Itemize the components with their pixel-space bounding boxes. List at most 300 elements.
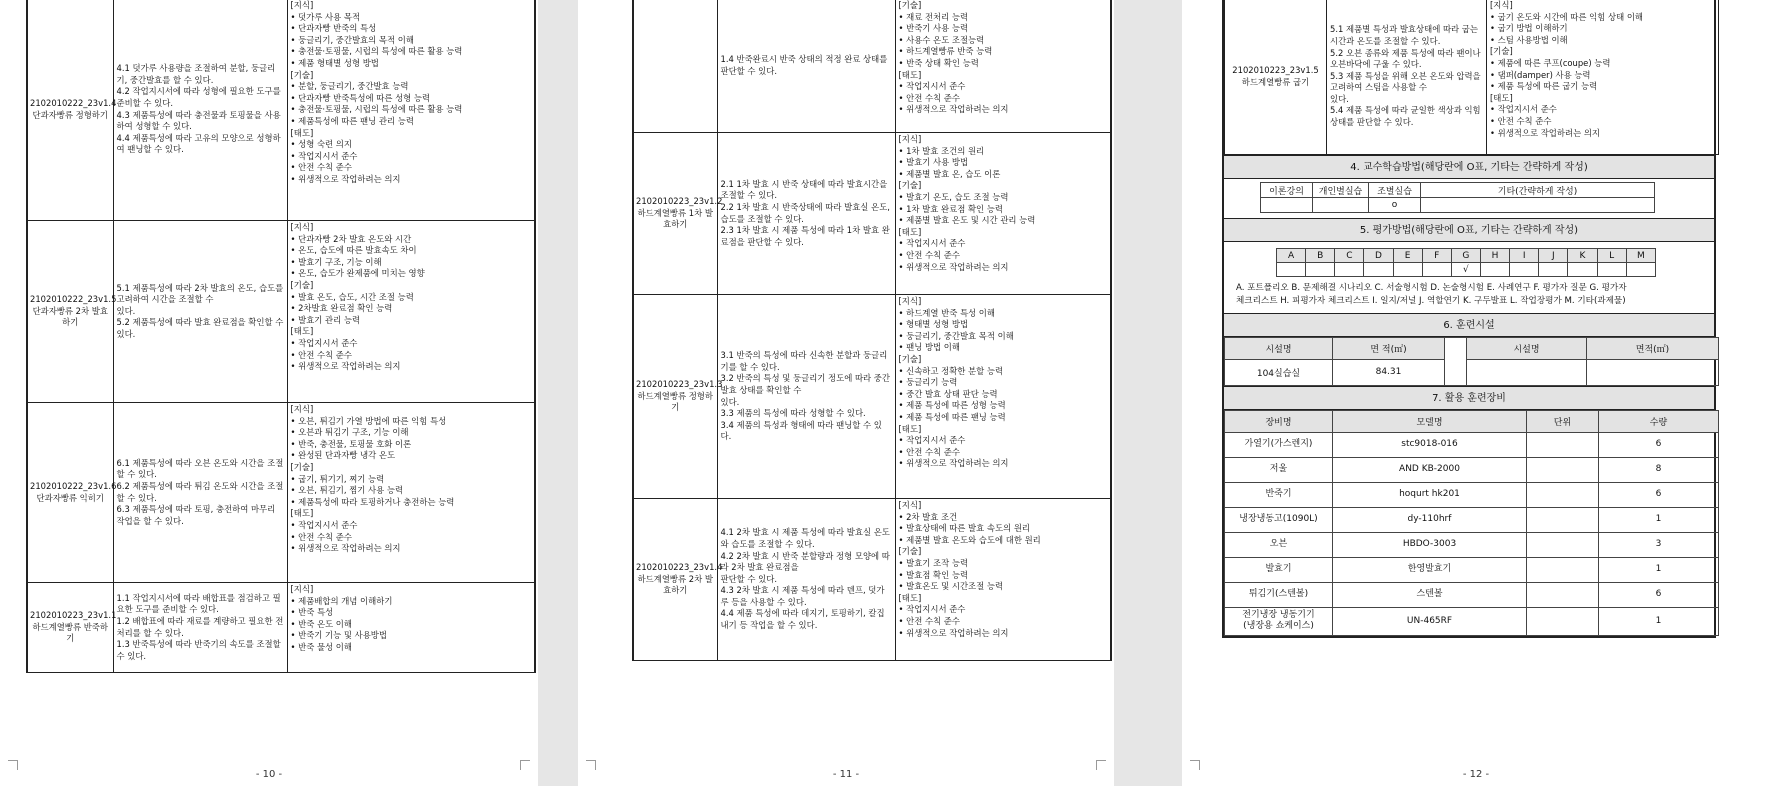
ksa-line: • 제품배합의 개념 이해하기 xyxy=(290,595,393,606)
unit-code: 2102010223_23v1.3 xyxy=(636,379,723,390)
document-body-p12 xyxy=(1222,0,1716,638)
ksa-line: • 작업지시서 준수 xyxy=(898,435,966,446)
eval-mark xyxy=(1480,263,1509,277)
criteria-line: 3.1 반죽의 특성에 따라 신속한 분할과 둥글리기를 할 수 있다. xyxy=(720,350,888,372)
ksa-line: • 댐퍼(damper) 사용 능력 xyxy=(1490,69,1591,80)
ksa-line: • 반죽 온도 이해 xyxy=(290,618,352,629)
equipment-cell xyxy=(1527,607,1599,635)
criteria-line: 5.1 제품별 특성과 발효상태에 따라 굽는 시간과 온도를 조절할 수 있다. xyxy=(1330,24,1478,46)
ksa-line: [기술] xyxy=(898,0,922,10)
performance-criteria xyxy=(113,0,287,221)
competency-row xyxy=(633,295,1111,499)
ksa-line: • 발효기 관리 능력 xyxy=(290,314,361,325)
ksa-line: • 작업지시서 준수 xyxy=(290,519,358,530)
equipment-cell xyxy=(1527,532,1599,557)
knowledge-skill-attitude xyxy=(287,403,535,583)
ksa-line: • 발효기 조작 능력 xyxy=(898,557,969,568)
ksa-line: • 제품 특성에 따른 성형 능력 xyxy=(898,400,1006,411)
ksa-line: [기술] xyxy=(290,461,314,472)
ksa-line: • 제품특성에 따른 팬닝 관리 능력 xyxy=(290,115,414,126)
unit-name: 하드계열빵류 굽기 xyxy=(1241,76,1310,87)
eval-mark xyxy=(1568,263,1597,277)
equipment-table xyxy=(1224,410,1719,636)
equipment-cell: AND KB-2000 xyxy=(1333,457,1527,482)
ksa-line: • 중간 발효 상태 판단 능력 xyxy=(898,388,998,399)
ksa-line: • 제품별 발효 온도 및 시간 관리 능력 xyxy=(898,215,1036,226)
ksa-line: • 작업지시서 준수 xyxy=(290,337,358,348)
performance-criteria xyxy=(717,295,895,499)
page-number: - 10 - xyxy=(255,769,283,780)
ksa-line: • 둥글리기, 중간발효의 목적 이해 xyxy=(290,34,414,45)
unit-cell xyxy=(27,403,117,583)
ksa-line: • 안전 수칙 준수 xyxy=(290,349,352,360)
ksa-line: [태도] xyxy=(1490,92,1513,103)
criteria-line: 1.4 반죽완료시 반죽 상태의 적정 완료 상태를 판단할 수 있다. xyxy=(720,53,888,76)
ksa-line: • 온도, 습도가 완제품에 미치는 영향 xyxy=(290,268,425,279)
equipment-header: 장비명 xyxy=(1225,410,1333,432)
performance-criteria xyxy=(717,499,895,661)
criteria-line: 4.2 2차 발효 시 반죽 분할량과 정형 모양에 따라 2차 발효 완료점을 xyxy=(720,550,890,573)
section-6-title: 6. 훈련시설 xyxy=(1224,313,1714,337)
ksa-line: • 제품 형태별 성형 방법 xyxy=(290,57,379,68)
criteria-line: 3.4 제품의 특성과 형태에 따라 팬닝할 수 있다. xyxy=(720,419,882,442)
competency-row xyxy=(1225,0,1719,155)
criteria-line: 6.3 제품특성에 따라 토핑, 충전하여 마무리 작업을 할 수 있다. xyxy=(116,504,276,526)
ksa-line: • 작업지시서 준수 xyxy=(898,604,966,615)
ksa-line: • 단과자빵 2차 발효 온도와 시간 xyxy=(290,233,412,244)
performance-criteria xyxy=(113,403,287,583)
ksa-line: • 발효 온도, 습도, 시간 조절 능력 xyxy=(290,291,414,302)
equipment-cell: 반죽기 xyxy=(1225,482,1333,507)
criteria-line: 6.2 제품특성에 따라 튀김 온도와 시간을 조절할 수 있다. xyxy=(116,480,284,503)
knowledge-skill-attitude xyxy=(1487,0,1719,155)
page-12 xyxy=(1182,0,1770,786)
criteria-line: 4.2 작업지시서에 따라 성형에 필요한 도구를 준비할 수 있다. xyxy=(116,86,281,108)
eval-mark xyxy=(1306,263,1335,277)
eval-mark xyxy=(1277,263,1306,277)
knowledge-skill-attitude xyxy=(895,0,1111,133)
ksa-line: • 굽기 온도와 시간에 따른 익힘 상태 이해 xyxy=(1490,11,1644,22)
competency-row xyxy=(633,499,1111,661)
equipment-cell: 저울 xyxy=(1225,457,1333,482)
eval-letter: J xyxy=(1539,249,1568,263)
eval-letter: M xyxy=(1626,249,1655,263)
eval-letter: D xyxy=(1364,249,1393,263)
equipment-row xyxy=(1225,532,1719,557)
evaluation-legend xyxy=(1224,280,1714,313)
ksa-line: [기술] xyxy=(898,546,922,557)
teaching-header: 개인별실습 xyxy=(1313,183,1369,198)
equipment-cell: 오븐 xyxy=(1225,532,1333,557)
eval-mark xyxy=(1539,263,1568,277)
facility-header: 면 적(㎡) xyxy=(1333,337,1445,359)
unit-code: 2102010222_23v1.6 xyxy=(30,480,117,491)
equipment-cell: 3 xyxy=(1599,532,1719,557)
equipment-cell xyxy=(1527,582,1599,607)
unit-name: 하드계열빵류 2차 발효하기 xyxy=(637,573,713,596)
equipment-cell: 6 xyxy=(1599,582,1719,607)
ksa-line: • 반죽, 충전물, 토핑물 호화 이론 xyxy=(290,438,412,449)
unit-cell xyxy=(1225,0,1327,155)
competency-row xyxy=(27,0,535,221)
ksa-line: • 위생적으로 작업하려는 의지 xyxy=(290,173,401,184)
ksa-line: • 위생적으로 작업하려는 의지 xyxy=(898,261,1009,272)
criteria-line: 4.4 제품 특성에 따라 데지기, 토핑하기, 칼집내기 등 작업을 할 수 있다. xyxy=(720,608,885,631)
criteria-line: 3.3 제품의 특성에 따라 성형할 수 있다. xyxy=(720,408,866,419)
ksa-line: • 오븐, 튀김기, 찜기 사용 능력 xyxy=(290,485,404,496)
criteria-line: 5.1 제품특성에 따라 2차 발효의 온도, 습도를 고려하여 시간을 조절할 수 xyxy=(116,282,284,305)
facility-name: 104실습실 xyxy=(1225,359,1333,385)
ksa-line: • 제품별 발효 온, 습도 이론 xyxy=(898,168,1001,179)
equipment-cell: 1 xyxy=(1599,607,1719,635)
ksa-line: • 온도, 습도에 따른 발효속도 차이 xyxy=(290,245,417,256)
performance-criteria xyxy=(113,221,287,403)
unit-code: 2102010223_23v1.2 xyxy=(636,196,723,207)
equipment-row xyxy=(1225,432,1719,457)
performance-criteria xyxy=(1327,0,1487,155)
criteria-line: 있다. xyxy=(116,305,136,316)
competency-row xyxy=(633,0,1111,133)
unit-code: 2102010223_23v1.5 xyxy=(1232,64,1319,75)
eval-mark xyxy=(1626,263,1655,277)
unit-code: 2102010223_23v1.4 xyxy=(636,562,723,573)
ksa-line: [기술] xyxy=(898,180,922,191)
ksa-line: • 안전 수칙 준수 xyxy=(898,615,960,626)
knowledge-skill-attitude xyxy=(895,295,1111,499)
equipment-cell: hoqurt hk201 xyxy=(1333,482,1527,507)
eval-mark xyxy=(1393,263,1422,277)
ksa-line: • 위생적으로 작업하려는 의지 xyxy=(290,543,401,554)
ksa-line: • 안전 수칙 준수 xyxy=(290,162,352,173)
criteria-line: 3.2 반죽의 특성 및 둥글리기 정도에 따라 중간발효 상태를 확인할 수 xyxy=(720,373,890,395)
ksa-line: • 안전 수칙 준수 xyxy=(290,531,352,542)
facility-spacer xyxy=(1445,337,1467,385)
ksa-line: • 위생적으로 작업하려는 의지 xyxy=(1490,127,1601,138)
ksa-line: • 제품 특성에 따른 굽기 능력 xyxy=(1490,81,1598,92)
ksa-line: • 둥글리기 능력 xyxy=(898,377,958,388)
knowledge-skill-attitude xyxy=(895,133,1111,295)
ksa-line: • 반죽 특성 xyxy=(290,607,334,618)
eval-mark: √ xyxy=(1451,263,1480,277)
ksa-line: [지식] xyxy=(290,584,314,594)
knowledge-skill-attitude xyxy=(287,583,535,673)
teaching-value xyxy=(1421,198,1655,213)
ksa-line: • 오븐과 튀김기 구조, 기능 이해 xyxy=(290,427,409,438)
criteria-line: 2.2 1차 발효 시 반죽상태에 따라 발효실 온도, 습도를 조절할 수 있다. xyxy=(720,201,890,224)
ksa-line: • 충전물·토핑물, 시럽의 특성에 따른 활용 능력 xyxy=(290,104,463,115)
ksa-line: • 제품에 따른 쿠프(coupe) 능력 xyxy=(1490,57,1611,68)
ksa-line: • 하드계열빵류 반죽 능력 xyxy=(898,46,993,57)
unit-cell xyxy=(633,133,723,295)
ksa-line: [태도] xyxy=(898,592,922,603)
eval-letter: G xyxy=(1451,249,1480,263)
equipment-cell xyxy=(1527,482,1599,507)
eval-letter: K xyxy=(1568,249,1597,263)
facility-table xyxy=(1224,337,1719,386)
competency-row xyxy=(27,221,535,403)
ksa-line: [지식] xyxy=(290,0,314,10)
competency-table-p10 xyxy=(26,0,536,673)
ksa-line: • 위생적으로 작업하려는 의지 xyxy=(898,104,1009,115)
ksa-line: • 위생적으로 작업하려는 의지 xyxy=(898,627,1009,638)
criteria-line: 4.3 2차 발효 시 제품 특성에 따라 덴프, 덧가루 등을 사용할 수 있다. xyxy=(720,585,885,607)
competency-row xyxy=(633,133,1111,295)
facility-area-empty xyxy=(1587,359,1719,385)
teaching-header: 기타(간략하게 작성) xyxy=(1421,183,1655,198)
unit-code: 2102010222_23v1.4 xyxy=(30,97,117,108)
ksa-line: • 오븐, 튀김기 가열 방법에 따른 익힘 특성 xyxy=(290,415,447,426)
ksa-line: • 제품별 발효 온도와 습도에 대한 원리 xyxy=(898,534,1041,545)
ksa-line: [지식] xyxy=(1490,0,1513,10)
eval-letter: C xyxy=(1335,249,1364,263)
ksa-line: • 안전 수칙 준수 xyxy=(898,92,960,103)
equipment-cell xyxy=(1527,507,1599,532)
criteria-line: 6.1 제품특성에 따라 오븐 온도와 시간을 조절할 수 있다. xyxy=(116,457,284,480)
ksa-line: • 작업지시서 준수 xyxy=(1490,104,1557,115)
ksa-line: • 하드계열 반죽 특성 이해 xyxy=(898,307,995,318)
unit-name: 단과자빵류 익히기 xyxy=(36,492,104,503)
facility-name-empty xyxy=(1467,359,1587,385)
eval-letter: H xyxy=(1480,249,1509,263)
rows-p11 xyxy=(633,0,1111,661)
equipment-cell: 냉장냉동고(1090L) xyxy=(1225,507,1333,532)
page-11 xyxy=(578,0,1114,786)
criteria-line: 1.3 반죽특성에 따라 반죽기의 속도를 조절할 수 있다. xyxy=(116,639,281,661)
unit-cell xyxy=(27,0,117,221)
ksa-line: • 1차 발효 조건의 원리 xyxy=(898,145,985,156)
eval-mark xyxy=(1364,263,1393,277)
ksa-line: [기술] xyxy=(290,69,314,80)
ksa-line: • 팬닝 방법 이해 xyxy=(898,342,960,353)
ksa-line: • 스팀 사용방법 이해 xyxy=(1490,34,1568,45)
criteria-line: 5.4 제품 특성에 따라 균일한 색상과 익힘 상태를 판단할 수 있다. xyxy=(1330,105,1481,128)
facility-area: 84.31 xyxy=(1333,359,1445,385)
facility-header: 시설명 xyxy=(1225,337,1333,359)
equipment-row xyxy=(1225,457,1719,482)
page-10 xyxy=(0,0,538,786)
competency-row xyxy=(27,583,535,673)
ksa-line: • 안전 수칙 준수 xyxy=(1490,115,1552,126)
ksa-line: • 사용수 온도 조절능력 xyxy=(898,34,985,45)
page-number: - 11 - xyxy=(832,769,860,780)
ksa-line: • 안전 수칙 준수 xyxy=(898,249,960,260)
ksa-line: • 제품 특성에 따른 팬닝 능력 xyxy=(898,411,1006,422)
eval-mark xyxy=(1597,263,1626,277)
unit-cell xyxy=(633,499,723,661)
ksa-line: [태도] xyxy=(290,127,314,138)
equipment-cell: 가열기(가스렌지) xyxy=(1225,432,1333,457)
performance-criteria xyxy=(717,133,895,295)
eval-letter: E xyxy=(1393,249,1422,263)
knowledge-skill-attitude xyxy=(287,0,535,221)
ksa-line: • 반죽 상태 확인 능력 xyxy=(898,57,979,68)
teaching-value xyxy=(1313,198,1369,213)
knowledge-skill-attitude xyxy=(287,221,535,403)
ksa-line: • 발효상태에 따른 발효 속도의 원리 xyxy=(898,523,1031,534)
ksa-line: • 발효기 사용 방법 xyxy=(898,157,969,168)
facility-header: 시설명 xyxy=(1467,337,1587,359)
equipment-cell: HBDO-3003 xyxy=(1333,532,1527,557)
ksa-line: [지식] xyxy=(898,296,922,306)
eval-mark xyxy=(1422,263,1451,277)
section-5-title: 5. 평가방법(해당란에 O표, 기타는 간략하게 작성) xyxy=(1224,218,1714,242)
equipment-header: 수량 xyxy=(1599,410,1719,432)
ksa-line: • 작업지시서 준수 xyxy=(290,150,358,161)
ksa-line: • 둥글리기, 중간발효 목적 이해 xyxy=(898,330,1014,341)
knowledge-skill-attitude xyxy=(895,499,1111,661)
criteria-line: 5.3 제품 특성을 위해 오븐 온도와 압력을 고려하여 스팀을 사용할 수 xyxy=(1330,70,1481,93)
ksa-line: [태도] xyxy=(898,226,922,237)
equipment-row xyxy=(1225,582,1719,607)
facility-header: 면적(㎡) xyxy=(1587,337,1719,359)
ksa-line: • 덧가루 사용 목적 xyxy=(290,11,361,22)
eval-letter: I xyxy=(1510,249,1539,263)
unit-code: 2102010223_23v1.1 xyxy=(30,610,117,621)
criteria-line: 5.2 오븐 종류와 제품 특성에 따라 팬이나 오븐바닥에 구울 수 있다. xyxy=(1330,47,1481,70)
ksa-line: [기술] xyxy=(1490,46,1513,57)
equipment-cell: 8 xyxy=(1599,457,1719,482)
criteria-line: 있다. xyxy=(1330,93,1349,104)
equipment-cell xyxy=(1527,457,1599,482)
unit-name: 단과자빵류 2차 발효하기 xyxy=(32,305,108,328)
equipment-cell: dy-110hrf xyxy=(1333,507,1527,532)
equipment-cell: UN-465RF xyxy=(1333,607,1527,635)
ksa-line: • 신속하고 정확한 분할 능력 xyxy=(898,365,1004,376)
unit-name: 단과자빵류 정형하기 xyxy=(32,109,108,120)
ksa-line: • 분할, 둥글리기, 중간발효 능력 xyxy=(290,81,409,92)
ksa-line: • 충전물·토핑물, 시럽의 특성에 따른 활용 능력 xyxy=(290,46,463,57)
section-4-body xyxy=(1224,179,1714,218)
ksa-line: [태도] xyxy=(898,423,922,434)
unit-cell xyxy=(633,295,723,499)
ksa-line: • 굽기, 튀기기, 찌기 능력 xyxy=(290,473,385,484)
evaluation-method-table xyxy=(1276,248,1656,277)
ksa-line: • 발효기 온도, 습도 조절 능력 xyxy=(898,191,1009,202)
ksa-line: • 반죽기 기능 및 사용방법 xyxy=(290,630,387,641)
criteria-line: 2.1 1차 발효 시 반죽 상태에 따라 발효시간을 조절할 수 있다. xyxy=(720,178,888,201)
section-5-body xyxy=(1224,242,1714,280)
ksa-line: • 작업지시서 준수 xyxy=(898,238,966,249)
eval-letter: A xyxy=(1277,249,1306,263)
equipment-header: 모델명 xyxy=(1333,410,1527,432)
ksa-line: • 발효기 구조, 기능 이해 xyxy=(290,256,382,267)
equipment-row xyxy=(1225,507,1719,532)
unit-name: 하드계열빵류 반죽하기 xyxy=(32,621,108,644)
eval-letter: F xyxy=(1422,249,1451,263)
ksa-line: • 재료 전처리 능력 xyxy=(898,11,969,22)
ksa-line: • 반죽기 사용 능력 xyxy=(898,23,969,34)
equipment-cell: 튀김기(스텐볼) xyxy=(1225,582,1333,607)
criteria-line: 5.2 제품특성에 따라 발효 완료점을 확인할 수 있다. xyxy=(116,317,284,339)
competency-table-p12 xyxy=(1224,0,1719,155)
criteria-line: 판단할 수 있다. xyxy=(720,573,778,584)
teaching-header: 이론강의 xyxy=(1261,183,1313,198)
ksa-line: • 굽기 방법 이해하기 xyxy=(1490,23,1568,34)
unit-name: 하드계열빵류 정형하기 xyxy=(637,390,713,413)
ksa-line: • 발효점 확인 능력 xyxy=(898,569,969,580)
equipment-cell: 발효기 xyxy=(1225,557,1333,582)
performance-criteria xyxy=(717,0,895,133)
section-7-title: 7. 활용 훈련장비 xyxy=(1224,386,1714,410)
eval-letter: B xyxy=(1306,249,1335,263)
criteria-line: 4.1 덧가루 사용량을 조절하여 분할, 둥글리기, 중간발효를 할 수 있다. xyxy=(116,63,276,85)
unit-cell xyxy=(633,0,717,133)
equipment-cell: 6 xyxy=(1599,432,1719,457)
ksa-line: [지식] xyxy=(290,222,314,232)
teaching-value: o xyxy=(1369,198,1421,213)
ksa-line: • 작업지시서 준수 xyxy=(898,81,966,92)
page-number: - 12 - xyxy=(1462,769,1490,780)
ksa-line: • 단과자빵 반죽의 특성 xyxy=(290,23,377,34)
ksa-line: • 성형 숙련 의지 xyxy=(290,139,352,150)
ksa-line: • 1차 발효 완료점 확인 능력 xyxy=(898,203,1003,214)
equipment-cell: 1 xyxy=(1599,557,1719,582)
competency-row xyxy=(27,403,535,583)
ksa-line: • 반죽 물성 이해 xyxy=(290,641,352,652)
ksa-line: • 단과자빵 반죽특성에 따른 성형 능력 xyxy=(290,92,431,103)
equipment-cell: 전기냉장 냉동기기 (냉장용 쇼케이스) xyxy=(1225,607,1333,635)
equipment-cell: 한영발효기 xyxy=(1333,557,1527,582)
criteria-line: 1.1 작업지시서에 따라 배합표를 점검하고 필요한 도구를 준비할 수 있다. xyxy=(116,592,281,615)
ksa-line: • 발효온도 및 시간조절 능력 xyxy=(898,581,1004,592)
equipment-header: 단위 xyxy=(1527,410,1599,432)
ksa-line: • 위생적으로 작업하려는 의지 xyxy=(290,361,401,372)
equipment-cell xyxy=(1527,557,1599,582)
unit-code: 2102010222_23v1.5 xyxy=(30,294,117,305)
ksa-line: [지식] xyxy=(898,134,922,144)
unit-cell xyxy=(27,221,117,403)
evaluation-legend-line: 체크리스트 H. 피평가자 체크리스트 I. 일지/저널 J. 역할연기 K. 구두발표 L. 작업장평가 M. 기타(과제물) xyxy=(1236,295,1626,306)
equipment-cell: stc9018-016 xyxy=(1333,432,1527,457)
ksa-line: • 안전 수칙 준수 xyxy=(898,446,960,457)
ksa-line: [지식] xyxy=(898,500,922,510)
criteria-line: 4.4 제품특성에 따라 고유의 모양으로 성형하여 팬닝할 수 있다. xyxy=(116,132,281,155)
performance-criteria xyxy=(113,583,287,673)
ksa-line: • 2차발효 완료점 확인 능력 xyxy=(290,303,393,314)
equipment-cell xyxy=(1527,432,1599,457)
eval-mark xyxy=(1510,263,1539,277)
ksa-line: • 형태별 성형 방법 xyxy=(898,319,969,330)
criteria-line: 4.3 제품특성에 따라 충전물과 토핑물을 사용하여 성형할 수 있다. xyxy=(116,109,281,132)
eval-letter: L xyxy=(1597,249,1626,263)
equipment-cell: 6 xyxy=(1599,482,1719,507)
criteria-line: 4.1 2차 발효 시 제품 특성에 따라 발효실 온도와 습도를 조절할 수 있다. xyxy=(720,527,890,549)
ksa-line: [태도] xyxy=(898,69,922,80)
ksa-line: [기술] xyxy=(290,279,314,290)
criteria-line: 1.2 배합표에 따라 재료를 계량하고 필요한 전처리를 할 수 있다. xyxy=(116,615,284,638)
ksa-line: • 완성된 단과자빵 냉각 온도 xyxy=(290,450,396,461)
equipment-row xyxy=(1225,607,1719,635)
ksa-line: [태도] xyxy=(290,326,314,337)
ksa-line: • 2차 발효 조건 xyxy=(898,511,958,522)
ksa-line: • 위생적으로 작업하려는 의지 xyxy=(898,458,1009,469)
criteria-line: 2.3 1차 발효 시 제품 특성에 따라 1차 발효 완료점을 판단할 수 있다. xyxy=(720,225,890,247)
criteria-line: 있다. xyxy=(720,396,740,407)
ksa-line: [지식] xyxy=(290,404,314,414)
evaluation-legend-line: A. 포트폴리오 B. 문제해결 시나리오 C. 서술형시험 D. 논술형시험 E. 사례연구 F. 평가자 질문 G. 평가자 xyxy=(1236,283,1627,293)
teaching-method-table xyxy=(1260,182,1655,213)
rows-p10 xyxy=(27,0,535,673)
competency-table-p11 xyxy=(632,0,1112,661)
equipment-cell: 1 xyxy=(1599,507,1719,532)
equipment-row xyxy=(1225,557,1719,582)
ksa-line: [기술] xyxy=(898,353,922,364)
teaching-header: 조별실습 xyxy=(1369,183,1421,198)
equipment-row xyxy=(1225,482,1719,507)
section-4-title: 4. 교수학습방법(해당란에 O표, 기타는 간략하게 작성) xyxy=(1224,155,1714,179)
teaching-value xyxy=(1261,198,1313,213)
eval-mark xyxy=(1335,263,1364,277)
